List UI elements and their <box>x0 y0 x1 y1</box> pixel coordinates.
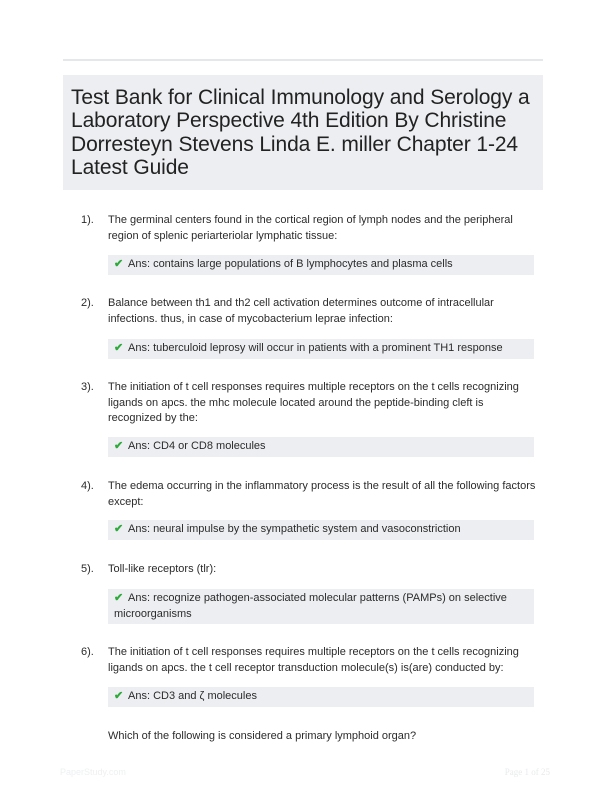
answer-box <box>108 589 534 624</box>
answer-text: Ans: CD3 and ζ molecules <box>128 690 257 702</box>
footer-page-number: Page 1 of 25 <box>504 767 550 777</box>
question-text: Balance between th1 and th2 cell activation determines outcome of intracellular infections. thus, in case of mycobacterium leprae infection: <box>108 297 494 325</box>
answer-box <box>108 255 534 275</box>
answer-box <box>108 437 534 457</box>
answer-text: Ans: recognize pathogen-associated molecular patterns (PAMPs) on selective microorganisms <box>114 592 507 620</box>
question-number: 5). <box>81 563 94 575</box>
answer-text: Ans: neural impulse by the sympathetic system and vasoconstriction <box>128 523 461 535</box>
answer-box <box>108 339 534 359</box>
title-banner <box>63 75 543 190</box>
top-divider <box>63 59 543 61</box>
footer-site-watermark: PaperStudy.com <box>60 767 126 777</box>
question-number: 1). <box>81 214 94 226</box>
question-text: The initiation of t cell responses requires multiple receptors on the t cells recognizing ligands on apcs. the t cell receptor transduction molecule(s) is(are) conducted by: <box>108 646 519 674</box>
question-text: Toll-like receptors (tlr): <box>108 563 217 575</box>
question-text: The edema occurring in the inflammatory process is the result of all the following factors except: <box>108 480 536 508</box>
answer-text: Ans: contains large populations of B lymphocytes and plasma cells <box>128 258 453 270</box>
answer-text: Ans: tuberculoid leprosy will occur in patients with a prominent TH1 response <box>128 342 503 354</box>
check-icon: ✔ <box>114 440 124 452</box>
answer-text: Ans: CD4 or CD8 molecules <box>128 440 266 452</box>
question-text: The initiation of t cell responses requires multiple receptors on the t cells recognizing ligands on apcs. the mhc molecule located around the peptide-binding cleft is recognized by the: <box>108 381 519 424</box>
check-icon: ✔ <box>114 690 124 702</box>
page-title: Test Bank for Clinical Immunology and Serology a Laboratory Perspective 4th Edition By Christine Dorresteyn Stevens Linda E. miller Chapter 1-24 Latest Guide <box>71 86 530 179</box>
answer-box <box>108 520 534 540</box>
check-icon: ✔ <box>114 592 124 604</box>
answer-box <box>108 687 534 707</box>
question-text: Which of the following is considered a primary lymphoid organ? <box>108 730 417 742</box>
question-number: 6). <box>81 646 94 658</box>
question-text: The germinal centers found in the cortical region of lymph nodes and the peripheral region of splenic periarteriolar lymphatic tissue: <box>108 214 513 242</box>
question-number: 4). <box>81 480 94 492</box>
question-number: 2). <box>81 297 94 309</box>
check-icon: ✔ <box>114 258 124 270</box>
check-icon: ✔ <box>114 523 124 535</box>
check-icon: ✔ <box>114 342 124 354</box>
question-number: 3). <box>81 381 94 393</box>
